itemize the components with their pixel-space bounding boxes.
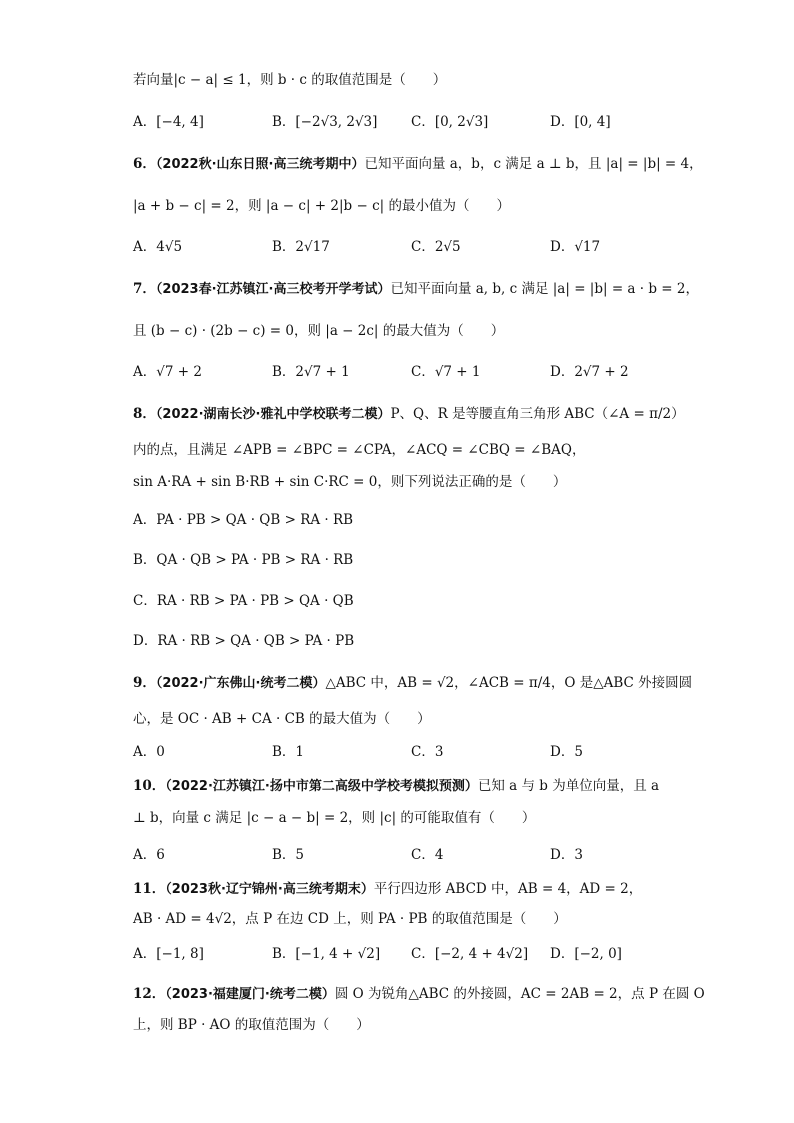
q8-number: 8． bbox=[133, 406, 156, 422]
q7-option-b: B．2√7 + 1 bbox=[272, 364, 350, 380]
q11-source: （2023秋·辽宁锦州·高三统考期末） bbox=[165, 882, 374, 897]
q6-option-d: D．√17 bbox=[550, 239, 601, 255]
q7-source: （2023春·江苏镇江·高三校考开学考试） bbox=[155, 282, 391, 297]
q10-option-b: B．5 bbox=[272, 847, 305, 863]
q10-stem-line2: ⊥ b，向量 c 满足 |c − a − b| = 2，则 |c| 的可能取值有（ ） bbox=[133, 810, 536, 826]
q8-option-d: D．RA · RB > QA · QB > PA · PB bbox=[133, 633, 355, 649]
q9-text1: △ABC 中，AB = √2，∠ACB = π/4，O 是△ABC 外接圆圆 bbox=[325, 675, 693, 691]
q8-stem-line2: 内的点，且满足 ∠APB = ∠BPC = ∠CPA，∠ACQ = ∠CBQ = ∠BAQ， bbox=[133, 442, 586, 458]
q6-stem-line2: |a + b − c| = 2，则 |a − c| + 2|b − c| 的最小值为（ ） bbox=[133, 198, 510, 214]
q12-stem-line1 bbox=[133, 984, 754, 1005]
q9-stem-line1 bbox=[133, 673, 754, 694]
q10-text1: 已知 a 与 b 为单位向量，且 a bbox=[477, 778, 660, 794]
q7-number: 7． bbox=[133, 281, 156, 297]
q11-text1: 平行四边形 ABCD 中，AB = 4，AD = 2， bbox=[373, 881, 643, 897]
q5-option-a: A．[−4, 4] bbox=[133, 114, 204, 130]
q5-option-c: C．[0, 2√3] bbox=[411, 114, 489, 130]
q10-option-d: D．3 bbox=[550, 847, 583, 863]
q10-number: 10． bbox=[133, 778, 166, 794]
q6-option-b: B．2√17 bbox=[272, 239, 330, 255]
q11-option-a: A．[−1, 8] bbox=[133, 946, 204, 962]
q9-source: （2022·广东佛山·统考二模） bbox=[155, 676, 326, 691]
q9-stem-line2: 心，是 OC · AB + CA · CB 的最大值为（ ） bbox=[133, 711, 431, 727]
q6-source: （2022秋·山东日照·高三统考期中） bbox=[155, 157, 365, 172]
q5-stem: 若向量|c − a| ≤ 1，则 b · c 的取值范围是（ ） bbox=[133, 72, 447, 88]
q5-option-d: D．[0, 4] bbox=[550, 114, 611, 130]
q7-option-c: C．√7 + 1 bbox=[411, 364, 481, 380]
q6-option-c: C．2√5 bbox=[411, 239, 461, 255]
q11-number: 11． bbox=[133, 881, 166, 897]
q12-source: （2023·福建厦门·统考二模） bbox=[165, 987, 335, 1002]
q10-source: （2022·江苏镇江·扬中市第二高级中学校考模拟预测） bbox=[165, 779, 478, 794]
q8-text1: P、Q、R 是等腰直角三角形 ABC（∠A = π/2） bbox=[390, 406, 685, 422]
q11-option-c: C．[−2, 4 + 4√2] bbox=[411, 946, 529, 962]
q8-stem-line1 bbox=[133, 404, 754, 425]
q12-stem-line2: 上，则 BP · AO 的取值范围为（ ） bbox=[133, 1017, 370, 1033]
q7-stem-line1 bbox=[133, 279, 754, 300]
q12-text1: 圆 O 为锐角△ABC 的外接圆，AC = 2AB = 2，点 P 在圆 O bbox=[334, 986, 705, 1002]
q11-stem-line2: AB · AD = 4√2，点 P 在边 CD 上，则 PA · PB 的取值范围是（ ） bbox=[133, 911, 567, 927]
q8-option-c: C．RA · RB > PA · PB > QA · QB bbox=[133, 593, 354, 609]
q10-option-a: A．6 bbox=[133, 847, 165, 863]
q9-option-d: D．5 bbox=[550, 744, 583, 760]
q9-option-a: A．0 bbox=[133, 744, 165, 760]
q11-option-b: B．[−1, 4 + √2] bbox=[272, 946, 381, 962]
q8-source: （2022·湖南长沙·雅礼中学校联考二模） bbox=[155, 407, 391, 422]
q5-option-b: B．[−2√3, 2√3] bbox=[272, 114, 378, 130]
q6-number: 6． bbox=[133, 156, 156, 172]
q8-option-a: A．PA · PB > QA · QB > RA · RB bbox=[133, 512, 354, 528]
q6-option-a: A．4√5 bbox=[133, 239, 183, 255]
q7-text1: 已知平面向量 a, b, c 满足 |a| = |b| = a · b = 2， bbox=[390, 281, 699, 297]
q7-option-a: A．√7 + 2 bbox=[133, 364, 202, 380]
q7-stem-line2: 且 (b − c) · (2b − c) = 0，则 |a − 2c| 的最大值为（ ） bbox=[133, 323, 505, 339]
q10-stem-line1 bbox=[133, 776, 754, 797]
q7-option-d: D．2√7 + 2 bbox=[550, 364, 629, 380]
q9-number: 9． bbox=[133, 675, 156, 691]
q11-option-d: D．[−2, 0] bbox=[550, 946, 622, 962]
q10-option-c: C．4 bbox=[411, 847, 444, 863]
q12-number: 12． bbox=[133, 986, 166, 1002]
q9-option-b: B．1 bbox=[272, 744, 305, 760]
q9-option-c: C．3 bbox=[411, 744, 444, 760]
q6-stem-line1 bbox=[133, 154, 754, 175]
q11-stem-line1 bbox=[133, 879, 754, 900]
q8-stem-line3: sin A·RA + sin B·RB + sin C·RC = 0，则下列说法正确的是（ ） bbox=[133, 474, 567, 490]
q6-text1: 已知平面向量 a，b，c 满足 a ⊥ b，且 |a| = |b| = 4， bbox=[364, 156, 703, 172]
q8-option-b: B．QA · QB > PA · PB > RA · RB bbox=[133, 552, 354, 568]
